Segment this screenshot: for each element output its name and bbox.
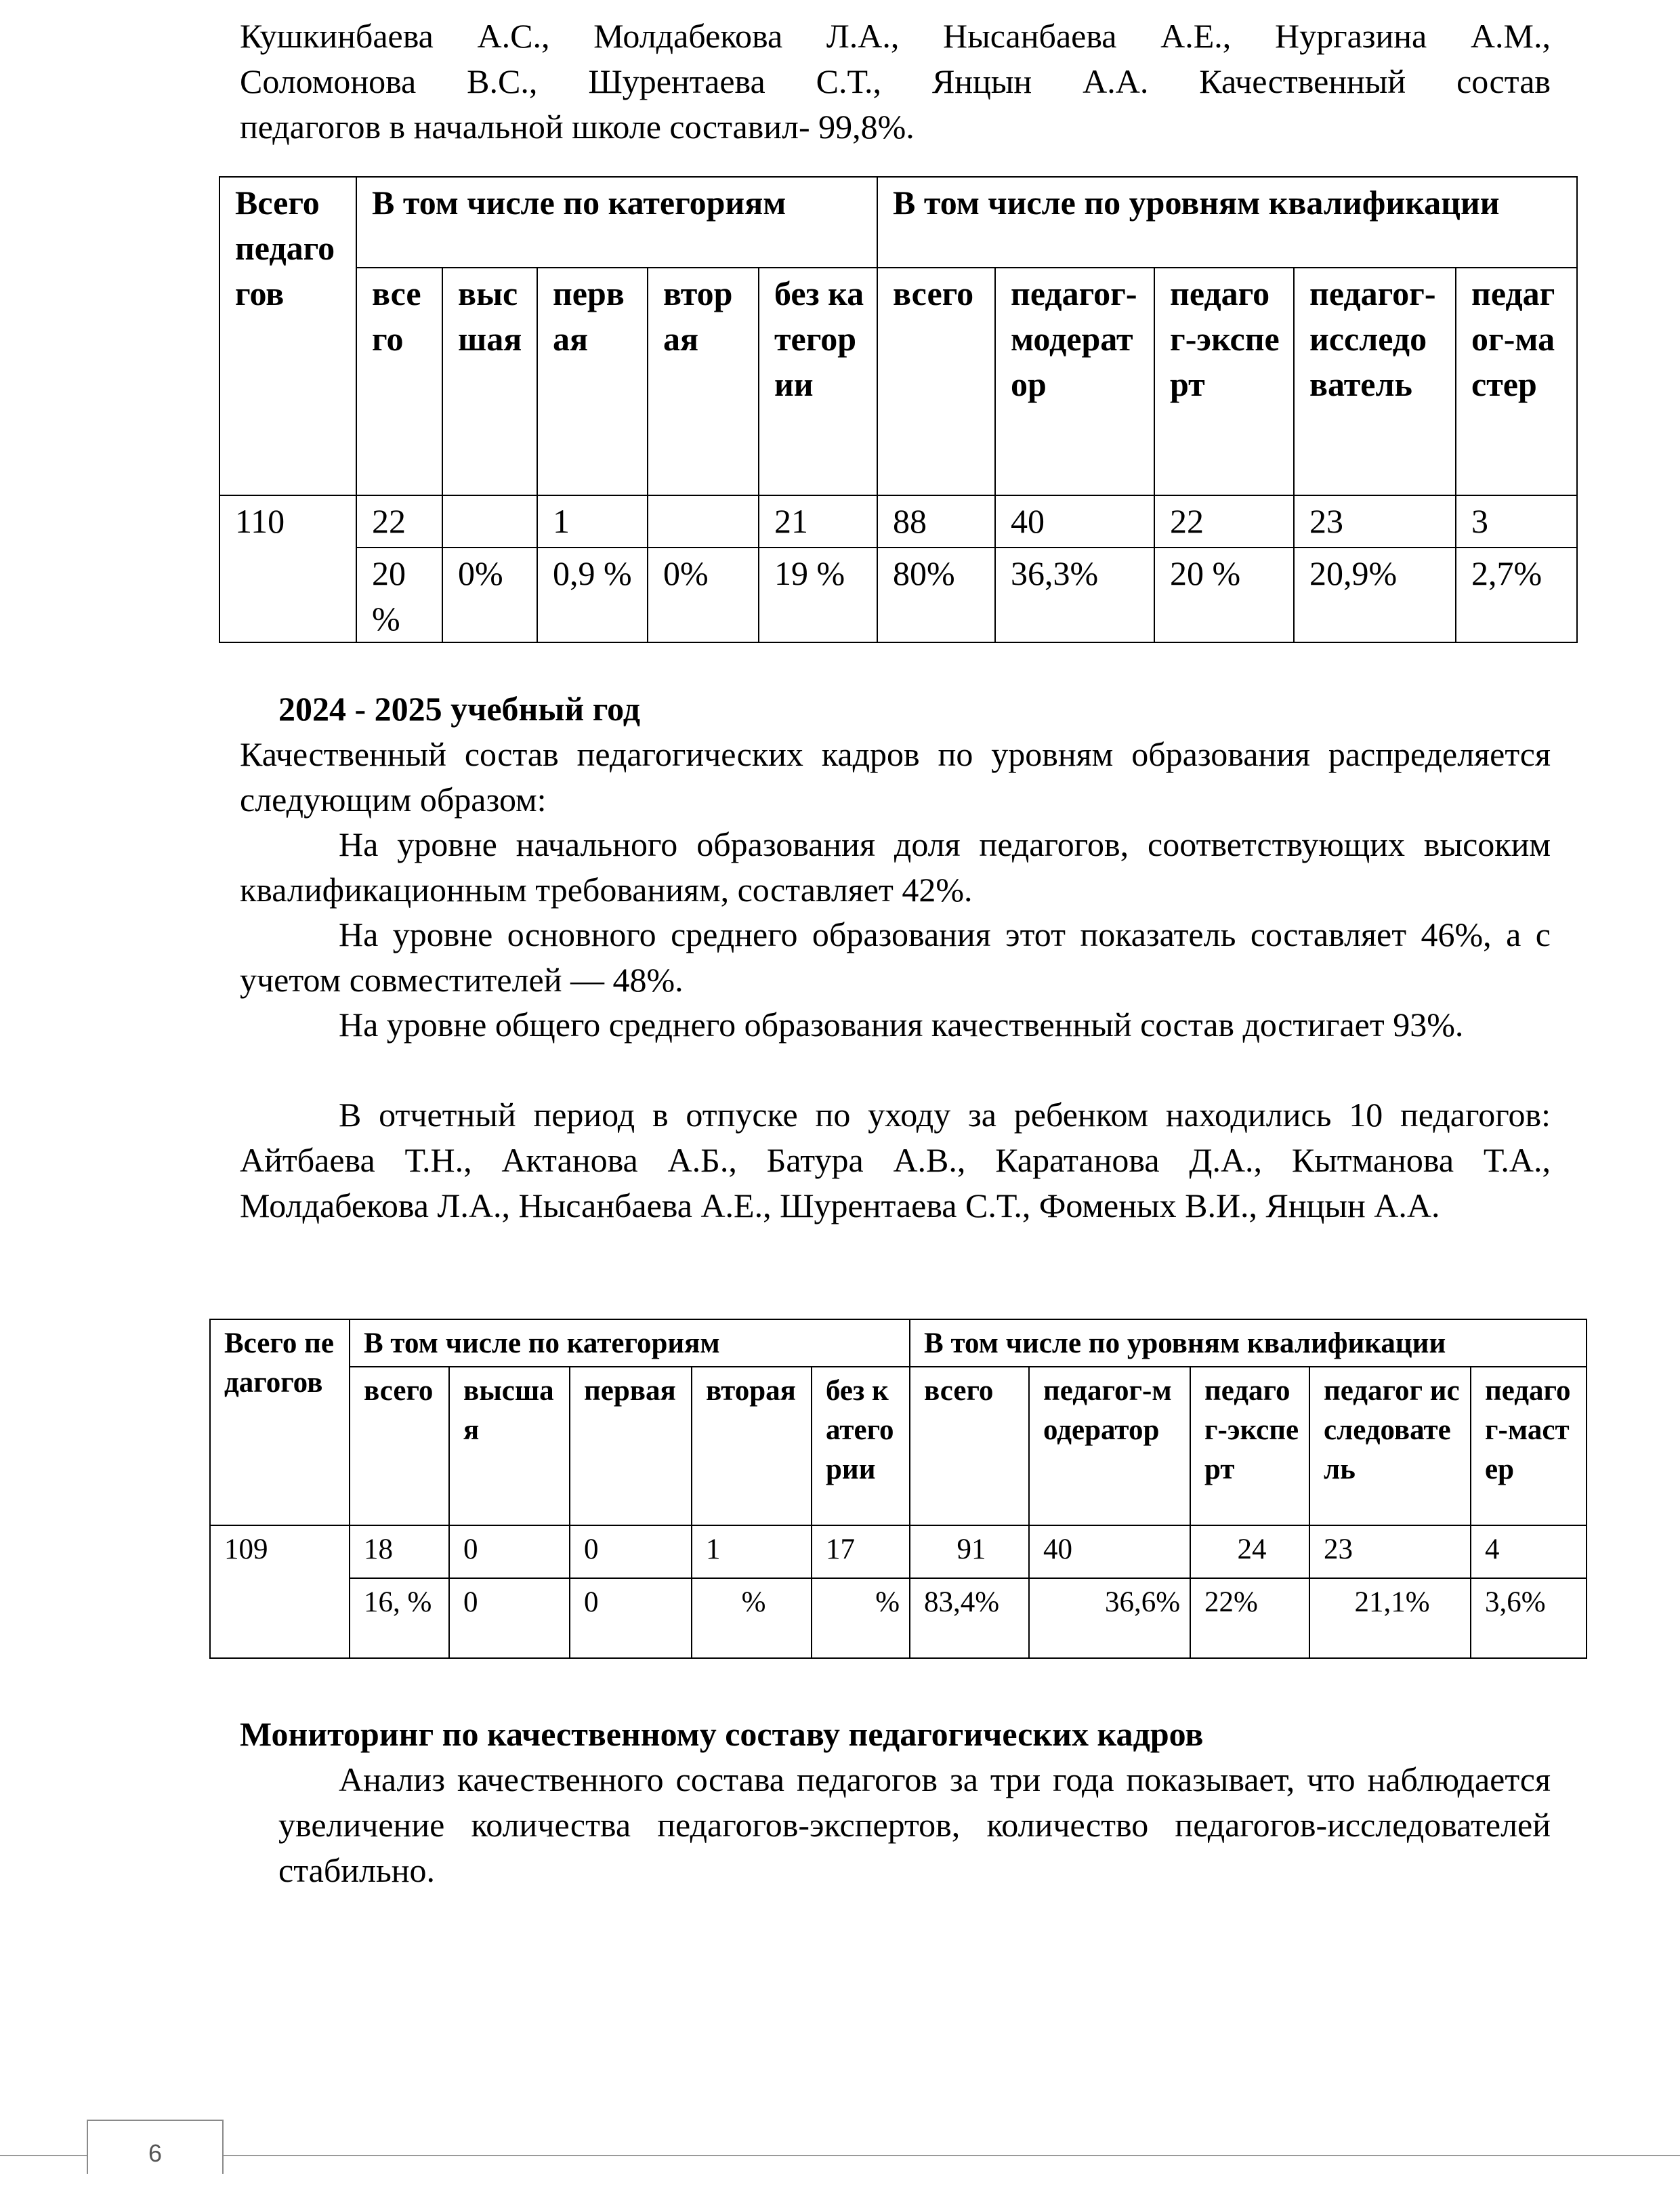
percent-cell: 83,4%	[910, 1578, 1029, 1658]
count-cell	[442, 495, 537, 548]
paragraph-monitoring: Анализ качественного состава педагогов за три года показывает, что наблюдается увеличение количества педагогов-экспертов, количество педагогов-исследователей стабильно.	[278, 1760, 1551, 1889]
percent-cell: %	[812, 1578, 910, 1658]
percent-cell: 36,6%	[1029, 1578, 1190, 1658]
percent-cell: 16, %	[350, 1578, 449, 1658]
section-title-2024-2025: 2024 - 2025 учебный год	[278, 690, 641, 728]
intro-line-1: Кушкинбаева А.С., Молдабекова Л.А., Нысанбаева А.Е., Нургазина А.М.,	[240, 17, 1551, 55]
percent-cell: 20 %	[1154, 548, 1294, 642]
subheader-cell: всего	[910, 1367, 1029, 1525]
section-title-monitoring: Мониторинг по качественному составу педагогических кадров	[240, 1715, 1204, 1753]
percent-cell: %	[692, 1578, 812, 1658]
subheader-cell: без категории	[759, 268, 877, 495]
paragraph-primary-level: На уровне начального образования доля педагогов, соответствующих высоким квалификационным требованиям, составляет 42%.	[240, 825, 1551, 909]
count-cell: 1	[692, 1525, 812, 1578]
count-cell	[648, 495, 759, 548]
intro-line-2: Соломонова В.С., Шурентаева С.Т., Янцын А.А. Качественный состав	[240, 62, 1551, 100]
page-number: 6	[87, 2120, 224, 2174]
header-by-qualification: В том числе по уровням квалификации	[910, 1319, 1587, 1367]
count-cell: 22	[1154, 495, 1294, 548]
intro-line-3: педагогов в начальной школе составил- 99,8%.	[240, 108, 915, 146]
subheader-cell: всего	[350, 1367, 449, 1525]
header-by-category: В том числе по категориям	[356, 177, 877, 268]
subheader-cell: вторая	[692, 1367, 812, 1525]
percent-cell: 80%	[877, 548, 995, 642]
subheader-cell: вторая	[648, 268, 759, 495]
count-cell: 23	[1294, 495, 1456, 548]
subheader-cell: первая	[537, 268, 648, 495]
percent-cell: 0,9 %	[537, 548, 648, 642]
subheader-cell: педагог-эксперт	[1154, 268, 1294, 495]
paragraph-general-secondary-level: На уровне общего среднего образования качественный состав достигает 93%.	[339, 1006, 1464, 1044]
percent-cell: 2,7%	[1456, 548, 1577, 642]
subheader-cell: педагог-модератор	[995, 268, 1154, 495]
subheader-cell: всего	[356, 268, 442, 495]
count-cell: 40	[1029, 1525, 1190, 1578]
count-cell: 21	[759, 495, 877, 548]
percent-cell: 19 %	[759, 548, 877, 642]
header-by-qualification: В том числе по уровням квалификации	[877, 177, 1577, 268]
header-total-teachers: Всего педагогов	[219, 177, 356, 495]
percent-cell: 3,6%	[1471, 1578, 1587, 1658]
subheader-cell: высшая	[449, 1367, 570, 1525]
staff-table-previous-year	[219, 176, 1578, 643]
percent-cell: 21,1%	[1309, 1578, 1471, 1658]
subheader-cell: педагог исследователь	[1309, 1367, 1471, 1525]
count-cell: 88	[877, 495, 995, 548]
header-total-teachers: Всего педагогов	[210, 1319, 350, 1525]
percent-cell: 0%	[648, 548, 759, 642]
total-value-cell: 110	[219, 495, 356, 642]
count-cell: 40	[995, 495, 1154, 548]
footer-divider	[0, 2155, 1680, 2156]
subheader-cell: высшая	[442, 268, 537, 495]
count-cell: 91	[910, 1525, 1029, 1578]
percent-cell: 22%	[1190, 1578, 1309, 1658]
count-cell: 17	[812, 1525, 910, 1578]
percent-cell: 20 %	[356, 548, 442, 642]
count-cell: 3	[1456, 495, 1577, 548]
count-cell: 18	[350, 1525, 449, 1578]
staff-table-2024-2025	[209, 1319, 1587, 1659]
paragraph-distribution: Качественный состав педагогических кадров по уровням образования распределяется следующим образом:	[240, 735, 1551, 819]
subheader-cell: педагог-модератор	[1029, 1367, 1190, 1525]
header-by-category: В том числе по категориям	[350, 1319, 910, 1367]
percent-cell: 0%	[442, 548, 537, 642]
count-cell: 4	[1471, 1525, 1587, 1578]
paragraph-basic-secondary-level: На уровне основного среднего образования этот показатель составляет 46%, а с учетом совместителей — 48%.	[240, 915, 1551, 999]
subheader-cell: педагог-исследователь	[1294, 268, 1456, 495]
subheader-cell: первая	[570, 1367, 692, 1525]
count-cell: 0	[449, 1525, 570, 1578]
count-cell: 23	[1309, 1525, 1471, 1578]
percent-cell: 0	[449, 1578, 570, 1658]
subheader-cell: педагог-эксперт	[1190, 1367, 1309, 1525]
total-value-cell: 109	[210, 1525, 350, 1658]
subheader-cell: всего	[877, 268, 995, 495]
subheader-cell: педагог-мастер	[1471, 1367, 1587, 1525]
percent-cell: 0	[570, 1578, 692, 1658]
percent-cell: 36,3%	[995, 548, 1154, 642]
count-cell: 0	[570, 1525, 692, 1578]
count-cell: 1	[537, 495, 648, 548]
subheader-cell: без категории	[812, 1367, 910, 1525]
count-cell: 22	[356, 495, 442, 548]
paragraph-maternity-leave: В отчетный период в отпуске по уходу за ребенком находились 10 педагогов: Айтбаева Т.Н., Актанова А.Б., Батура А.В., Каратанова Д.А., Кытманова Т.А., Молдабекова Л.А., Нысанбаева А.Е., Шурентаева С.Т., Фоменых В.И., Янцын А.А.	[240, 1096, 1551, 1224]
percent-cell: 20,9%	[1294, 548, 1456, 642]
count-cell: 24	[1190, 1525, 1309, 1578]
subheader-cell: педагог-мастер	[1456, 268, 1577, 495]
